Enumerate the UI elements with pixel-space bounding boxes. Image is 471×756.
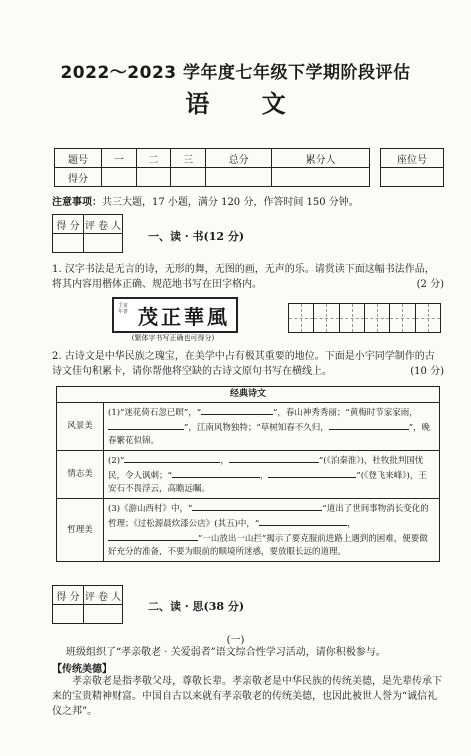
poem-content: [104, 403, 440, 451]
poem-table: [56, 386, 440, 562]
score-cell[interactable]: [136, 168, 171, 187]
grader-reviewer-label: 评 卷 人: [84, 215, 123, 234]
poem-category: 风景美: [57, 403, 104, 451]
calligraphy-note: (繁体字书写正确也可得分): [131, 334, 215, 342]
grader-score-cell[interactable]: [53, 234, 84, 253]
score-cell[interactable]: [102, 168, 137, 187]
poem-text: ”(《泊秦淮》)，杜牧批判国忧民，令人讽刺；“: [108, 456, 424, 481]
question-1: [52, 262, 444, 292]
poem-category: 情志美: [57, 451, 104, 499]
grid-cell[interactable]: [365, 304, 390, 332]
score-table-header: 三: [171, 149, 206, 168]
section2-title: 二、读 · 思(38 分): [148, 600, 245, 613]
poem-row: [57, 403, 440, 451]
poem-text: ”(《登飞来峰》)，王安石不畏浮云，高瞻远瞩。: [108, 471, 427, 494]
poem-text: ，: [259, 471, 269, 481]
question-2-points: (10 分): [410, 366, 444, 377]
calligraphy-text: 茂正華風: [138, 305, 230, 329]
calligraphy-seal: 壬寅年書: [118, 303, 129, 315]
poem-text: ，: [220, 456, 229, 466]
score-table: [54, 148, 370, 187]
activity-intro: 班级组织了“孝亲敬老 · 关爱弱者”语文综合性学习活动，请你积极参与。: [66, 647, 386, 658]
answer-blank[interactable]: [124, 453, 220, 463]
poem-text: ”，晚春繁花似锦。: [108, 423, 431, 446]
poem-text: ”，江南风物独特；“草树知春不久归，: [184, 423, 329, 433]
poem-row: [57, 499, 440, 562]
answer-blank[interactable]: [108, 531, 198, 541]
grader-score-label: 得 分: [53, 586, 84, 605]
grader-score-cell[interactable]: [53, 605, 84, 624]
question-1-text: 1. 汉字书法是无言的诗，无形的舞，无图的画，无声的乐。请赏读下面这幅书法作品，将其内容用楷体正确、规范地书写在田字格内。: [52, 264, 435, 290]
poem-content: [104, 499, 440, 562]
score-table-header: 累分人: [272, 149, 370, 168]
poem-text: (1)“迷花倚石忽已暝”，“: [108, 408, 202, 418]
poem-table-header: 经典诗文: [57, 387, 440, 403]
grid-cell[interactable]: [416, 304, 440, 332]
poem-text: (2)“: [108, 456, 125, 466]
score-table-header-row: [55, 149, 370, 168]
answer-blank[interactable]: [201, 405, 273, 415]
poem-category: 哲理美: [57, 499, 104, 562]
score-table-header: 二: [136, 149, 171, 168]
question-2: [52, 349, 444, 379]
score-cell[interactable]: [206, 168, 272, 187]
part-mark: (一): [226, 635, 245, 646]
question-2-text: 2. 古诗文是中华民族之瑰宝，在美学中占有极其重要的地位。下面是小宇同学制作的古诗文佳句积累卡，请你帮他将空缺的古诗文原句书写在横线上。: [52, 351, 435, 377]
grid-cell[interactable]: [314, 304, 339, 332]
poem-row: [57, 451, 440, 499]
answer-blank[interactable]: [172, 468, 260, 478]
poem-text: ”一山放出一山拦”揭示了要克服前进路上遇到的困难，便要做好充分的准备，不要为眼前的顺境所迷惑，要放眼长远的道理。: [108, 534, 428, 557]
section-tag: 【传统美德】: [52, 664, 112, 675]
notice: [52, 193, 359, 208]
exam-title: 2022～2023 学年度七年级下学期阶段评估: [60, 63, 411, 83]
poem-text: ”，春山神秀秀丽；“黄梅时节家家雨，: [273, 408, 418, 418]
grader-box-1: [52, 214, 123, 253]
poem-text: (3)《游山西村》中，“: [108, 504, 193, 514]
grid-cell[interactable]: [289, 304, 314, 332]
subject-title: 语 文: [185, 89, 308, 118]
seat-table: [380, 148, 444, 187]
answer-blank[interactable]: [192, 501, 322, 511]
grader-reviewer-label: 评 卷 人: [84, 586, 123, 605]
grader-reviewer-cell[interactable]: [84, 605, 123, 624]
question-1-points: (2 分): [416, 279, 444, 290]
answer-blank[interactable]: [268, 468, 356, 478]
section1-title: 一、读 · 书(12 分): [148, 230, 245, 243]
grader-score-label: 得 分: [53, 215, 84, 234]
answer-blank[interactable]: [229, 453, 319, 463]
seat-label: 座位号: [381, 149, 444, 168]
score-cell[interactable]: [272, 168, 370, 187]
answer-blank[interactable]: [329, 420, 409, 430]
score-table-header: 总分: [206, 149, 272, 168]
poem-content: [104, 451, 440, 499]
score-table-header: 一: [102, 149, 137, 168]
grid-cell[interactable]: [340, 304, 365, 332]
score-cell[interactable]: [171, 168, 206, 187]
score-table-score-row: [55, 168, 370, 187]
poem-text: ，: [347, 519, 356, 529]
score-row-label: 得分: [55, 168, 102, 187]
grader-box-2: [52, 585, 123, 624]
seat-cell[interactable]: [381, 168, 444, 187]
grid-cell[interactable]: [390, 304, 415, 332]
answer-blank[interactable]: [108, 420, 184, 430]
writing-grid[interactable]: [288, 303, 441, 333]
poem-text: ”道出了世间事物消长变化的哲理；《过松源晨炊漆公店》(其五)中，“: [108, 504, 429, 529]
notice-text: 共三大题，17 小题，满分 120 分，作答时间 150 分钟。: [102, 197, 359, 208]
score-table-header: 题号: [55, 149, 102, 168]
answer-blank[interactable]: [259, 516, 347, 526]
grader-reviewer-cell[interactable]: [84, 234, 123, 253]
notice-label: 注意事项：: [52, 197, 102, 208]
body-paragraph: 孝亲敬老是指孝敬父母，尊敬长辈。孝亲敬老是中华民族的传统美德，是先辈传承下来的宝贵精神财富。中国自古以来就有孝亲敬老的传统美德，也因此被世人誉为“诚信礼仪之邦”。: [52, 676, 442, 717]
calligraphy-artwork: [112, 297, 238, 333]
